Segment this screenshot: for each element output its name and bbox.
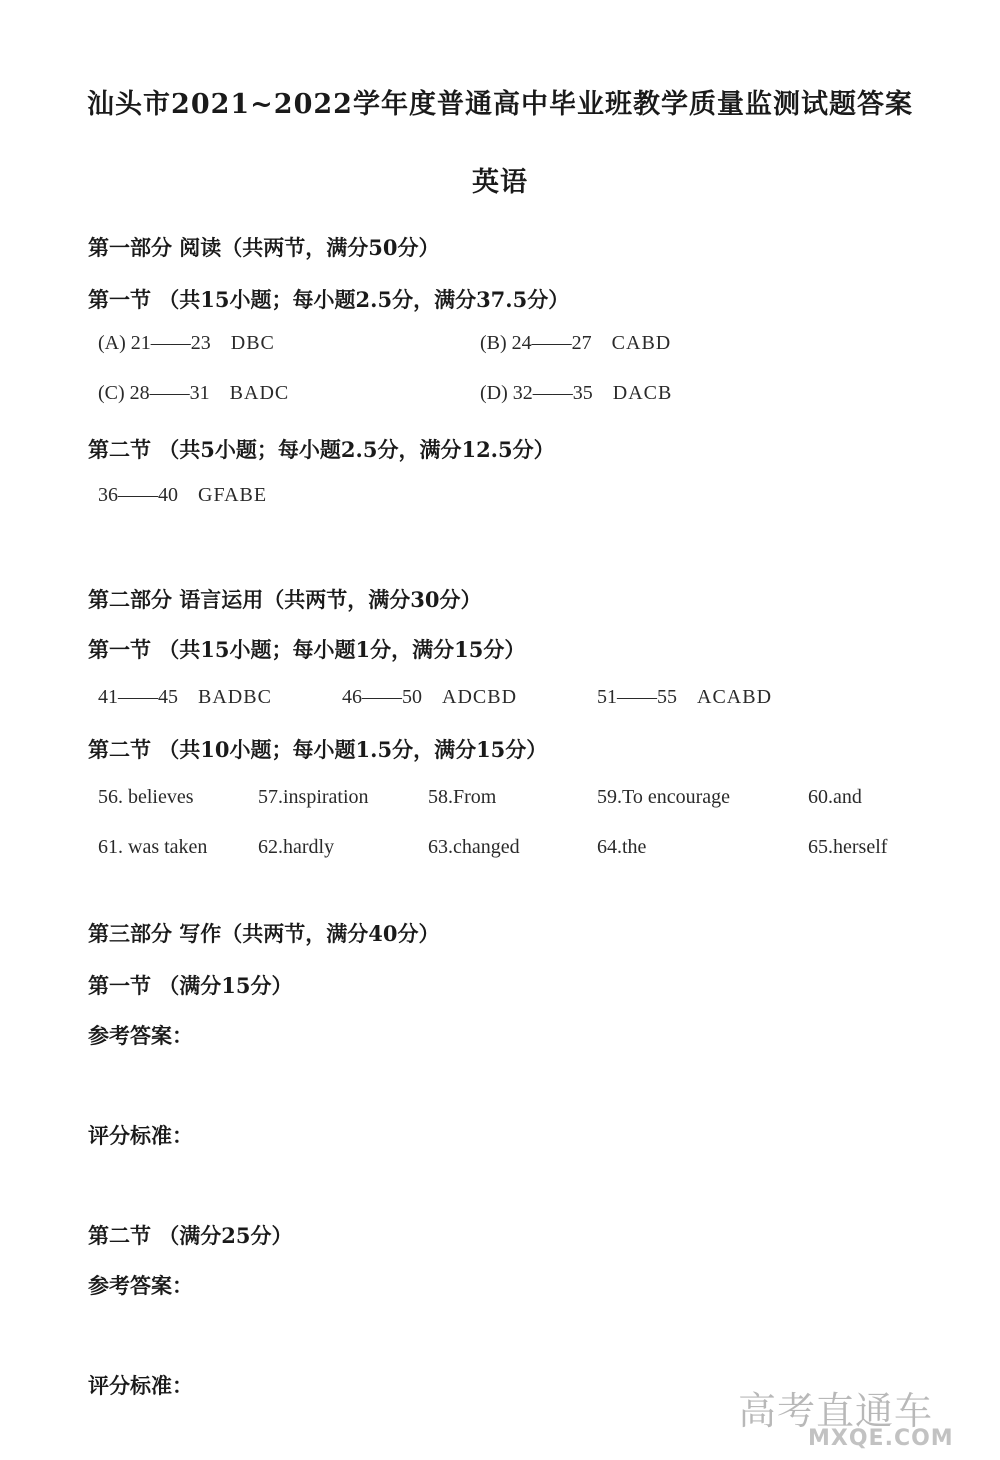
answer-57: 57.inspiration [258, 786, 369, 808]
answer-range: 46——50 [342, 686, 422, 708]
answer-group-c [98, 382, 289, 405]
answer-group-a [98, 332, 275, 355]
answer-range: 51——55 [597, 686, 677, 708]
answer-65: 65.herself [808, 836, 888, 858]
part3-section1-heading: 第一节 （满分15分） [88, 973, 293, 998]
answer-range: (C) 28——31 [98, 382, 210, 404]
answer-range: (D) 32——35 [480, 382, 593, 404]
answer-group-41-45 [98, 686, 272, 709]
answer-code: BADC [229, 382, 290, 404]
answer-64: 64.the [597, 836, 647, 858]
answer-code: CABD [611, 332, 672, 354]
part3-section2-heading: 第二节 （满分25分） [88, 1223, 293, 1248]
part1-heading: 第一部分 阅读（共两节，满分50分） [88, 235, 440, 260]
answer-56: 56. believes [98, 786, 194, 808]
answer-range: 36——40 [98, 484, 178, 506]
answer-group-46-50 [342, 686, 517, 709]
answer-code: DACB [612, 382, 673, 404]
answer-code: GFABE [198, 484, 268, 506]
answer-code: BADBC [198, 686, 272, 708]
part2-section1-heading: 第一节 （共15小题；每小题1分，满分15分） [88, 637, 526, 662]
answer-range: 41——45 [98, 686, 178, 708]
watermark-url: MXQE.COM [808, 1426, 954, 1451]
scoring-criteria-label: 评分标准： [88, 1373, 193, 1398]
answer-60: 60.and [808, 786, 862, 808]
answer-group-36-40 [98, 484, 267, 507]
part2-heading: 第二部分 语言运用（共两节，满分30分） [88, 587, 482, 612]
answer-61: 61. was taken [98, 836, 208, 858]
answer-62: 62.hardly [258, 836, 335, 858]
answer-group-51-55 [597, 686, 772, 709]
answer-code: DBC [230, 332, 275, 354]
answer-group-b [480, 332, 671, 355]
answer-group-d [480, 382, 672, 405]
part3-heading: 第三部分 写作（共两节，满分40分） [88, 921, 440, 946]
part2-section2-heading: 第二节 （共10小题；每小题1.5分，满分15分） [88, 737, 548, 762]
answer-63: 63.changed [428, 836, 520, 858]
reference-answer-label: 参考答案： [88, 1023, 193, 1048]
part1-section2-heading: 第二节 （共5小题；每小题2.5分，满分12.5分） [88, 437, 555, 462]
watermark-logo: 高考直通车 [738, 1389, 934, 1433]
answer-range: (B) 24——27 [480, 332, 592, 354]
answer-code: ACABD [697, 686, 773, 708]
document-title: 汕头市2021~2022学年度普通高中毕业班教学质量监测试题答案 [87, 89, 913, 120]
scoring-criteria-label: 评分标准： [88, 1123, 193, 1148]
answer-range: (A) 21——23 [98, 332, 211, 354]
part1-section1-heading: 第一节 （共15小题；每小题2.5分，满分37.5分） [88, 287, 570, 312]
answer-58: 58.From [428, 786, 497, 808]
answer-code: ADCBD [442, 686, 518, 708]
subject-title: 英语 [472, 167, 528, 198]
reference-answer-label: 参考答案： [88, 1273, 193, 1298]
answer-59: 59.To encourage [597, 786, 730, 808]
